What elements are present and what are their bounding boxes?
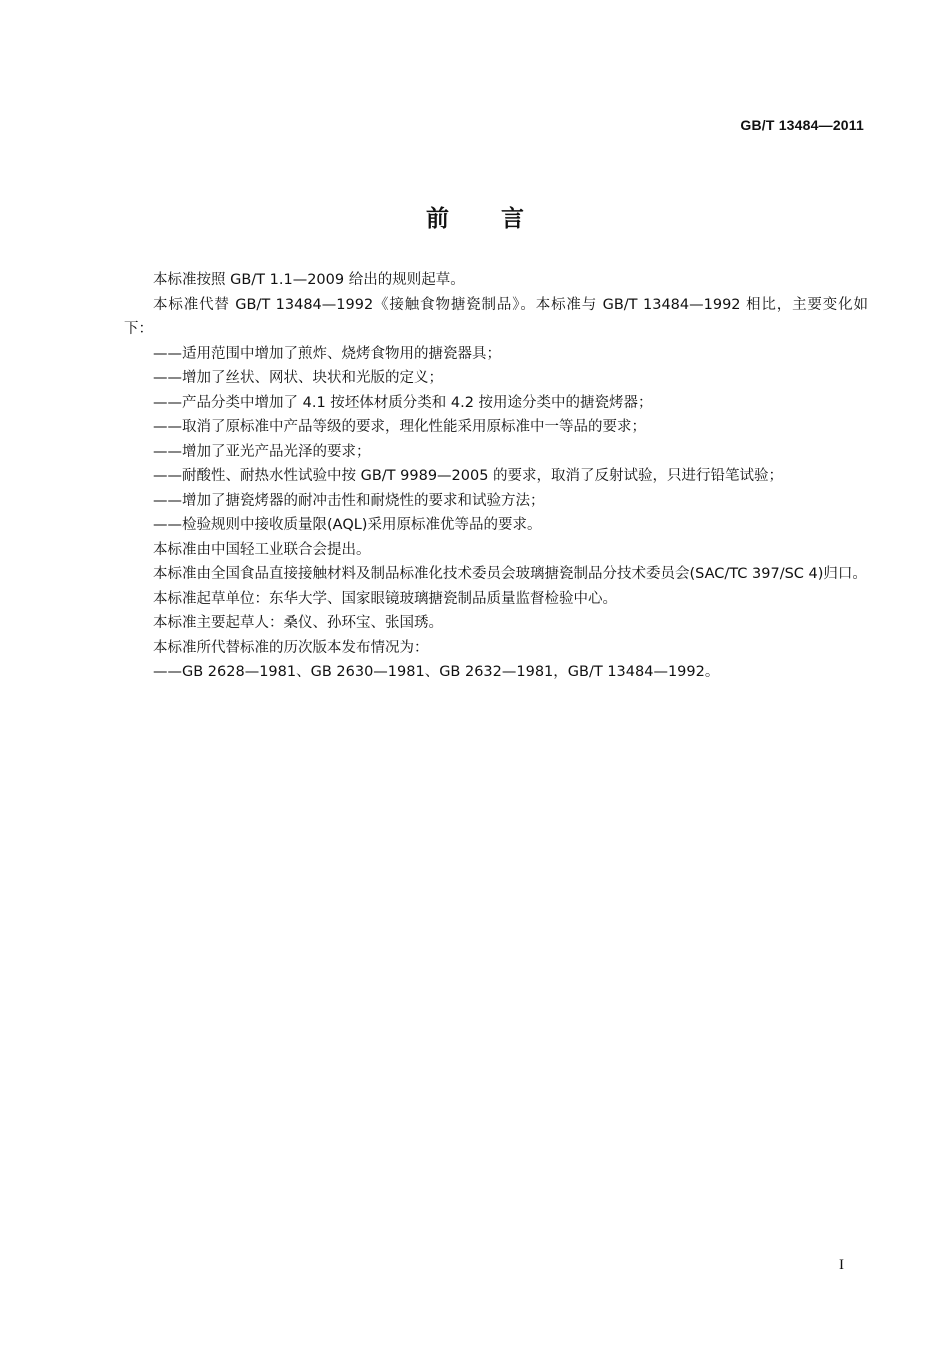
change-item: ——耐酸性、耐热水性试验中按 GB/T 9989—2005 的要求，取消了反射试验，只进行铅笔试验； (153, 468, 784, 484)
page-title: 前言 (426, 206, 576, 232)
change-item: ——取消了原标准中产品等级的要求，理化性能采用原标准中一等品的要求； (153, 419, 646, 435)
page-number: I (839, 1257, 844, 1273)
paragraph-drafters: 本标准主要起草人：桑仪、孙环宝、张国琇。 (153, 615, 443, 631)
paragraph-drafting-units: 本标准起草单位：东华大学、国家眼镜玻璃搪瓷制品质量监督检验中心。 (153, 590, 617, 607)
version-history-item: ——GB 2628—1981、GB 2630—1981、GB 2632—1981，GB/T 13484—1992。 (153, 664, 720, 680)
change-item: ——产品分类中增加了 4.1 按坯体材质分类和 4.2 按用途分类中的搪瓷烤器； (153, 394, 653, 411)
change-item: ——增加了亚光产品光泽的要求； (153, 443, 371, 460)
document-code: GB/T 13484—2011 (740, 117, 864, 133)
paragraph-proposer: 本标准由中国轻工业联合会提出。 (153, 541, 371, 558)
paragraph-drafting-rules: 本标准按照 GB/T 1.1—2009 给出的规则起草。 (153, 272, 465, 288)
change-item: ——增加了丝状、网状、块状和光版的定义； (153, 370, 443, 386)
change-item: ——增加了搪瓷烤器的耐冲击性和耐烧性的要求和试验方法； (153, 492, 545, 509)
paragraph-replacement: 本标准代替 GB/T 13484—1992《接触食物搪瓷制品》。本标准与 GB/T 13484—1992 相比，主要变化如下： (124, 296, 868, 337)
change-item: ——适用范围中增加了煎炸、烧烤食物用的搪瓷器具； (153, 345, 501, 362)
paragraph-committee: 本标准由全国食品直接接触材料及制品标准化技术委员会玻璃搪瓷制品分技术委员会(SAC/TC 397/SC 4)归口。 (153, 566, 867, 582)
preface-content (124, 268, 868, 685)
paragraph-version-history: 本标准所代替标准的历次版本发布情况为： (153, 639, 429, 656)
change-item: ——检验规则中接收质量限(AQL)采用原标准优等品的要求。 (153, 517, 542, 533)
